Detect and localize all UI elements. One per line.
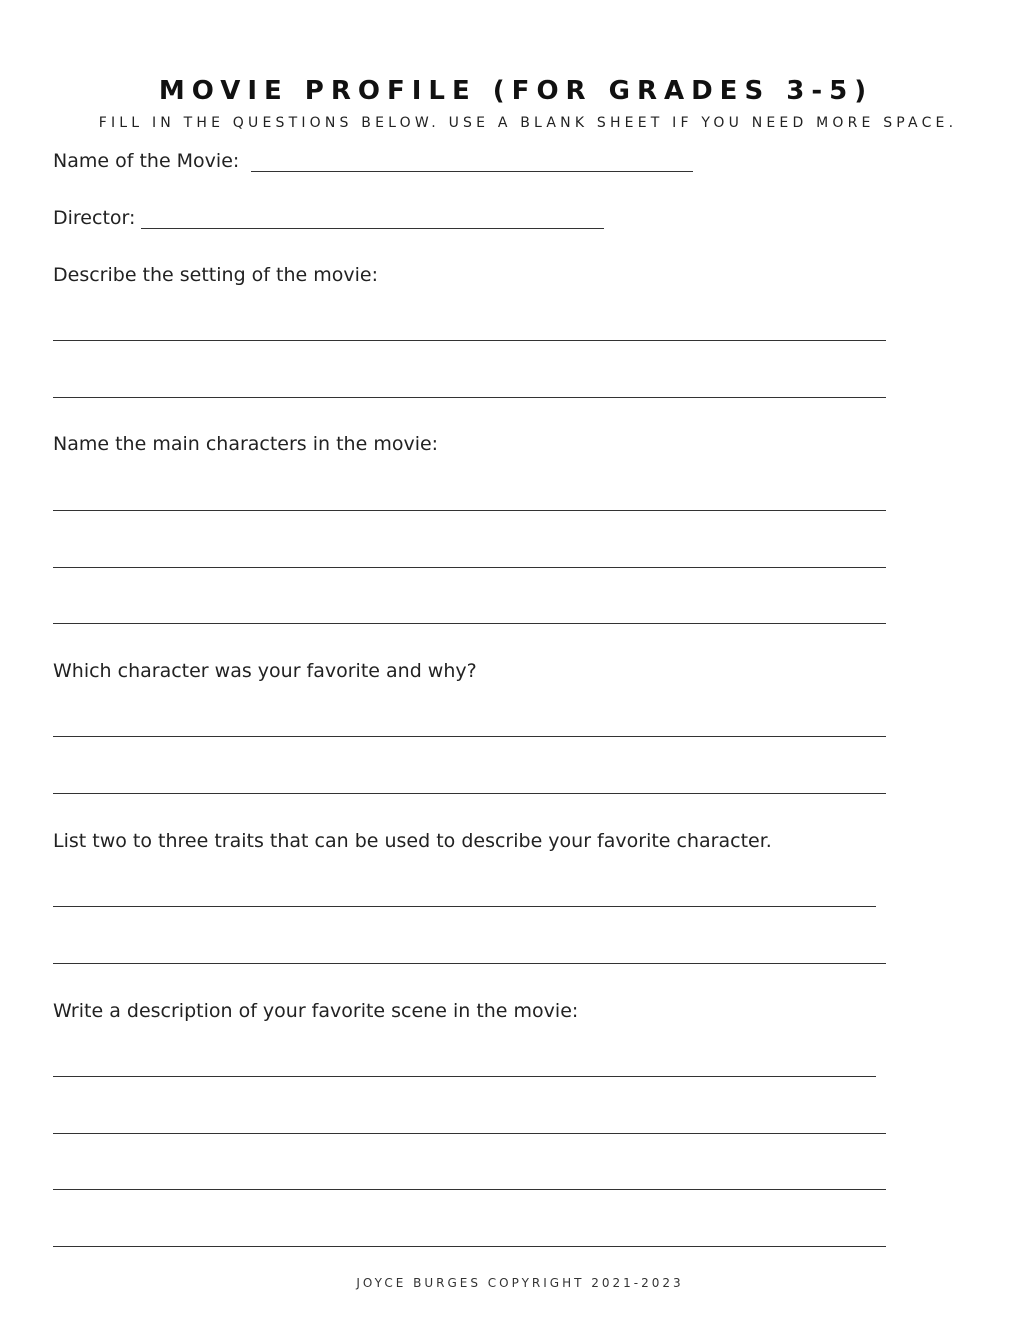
characters-question: Name the main characters in the movie:	[53, 433, 439, 455]
favorite-answer-line[interactable]	[53, 736, 886, 737]
scene-answer-line[interactable]	[53, 1133, 886, 1134]
movie-name-line[interactable]	[251, 171, 693, 172]
copyright-footer: JOYCE BURGES COPYRIGHT 2021-2023	[356, 1276, 684, 1290]
scene-answer-line[interactable]	[53, 1076, 876, 1077]
worksheet-title: MOVIE PROFILE (FOR GRADES 3-5)	[158, 76, 874, 106]
scene-answer-line[interactable]	[53, 1246, 886, 1247]
traits-question: List two to three traits that can be used to describe your favorite character.	[53, 830, 772, 852]
setting-answer-line[interactable]	[53, 397, 886, 398]
characters-answer-line[interactable]	[53, 510, 886, 511]
director-label: Director:	[53, 207, 136, 229]
characters-answer-line[interactable]	[53, 623, 886, 624]
worksheet-instructions: FILL IN THE QUESTIONS BELOW. USE A BLANK SHEET IF YOU NEED MORE SPACE.	[98, 115, 958, 131]
setting-answer-line[interactable]	[53, 340, 886, 341]
favorite-question: Which character was your favorite and why?	[53, 660, 477, 682]
traits-answer-line[interactable]	[53, 906, 876, 907]
setting-question: Describe the setting of the movie:	[53, 264, 378, 286]
characters-answer-line[interactable]	[53, 567, 886, 568]
favorite-answer-line[interactable]	[53, 793, 886, 794]
scene-question: Write a description of your favorite scene in the movie:	[53, 1000, 579, 1022]
scene-answer-line[interactable]	[53, 1189, 886, 1190]
traits-answer-line[interactable]	[53, 963, 886, 964]
movie-name-label: Name of the Movie:	[53, 150, 240, 172]
director-line[interactable]	[141, 228, 604, 229]
